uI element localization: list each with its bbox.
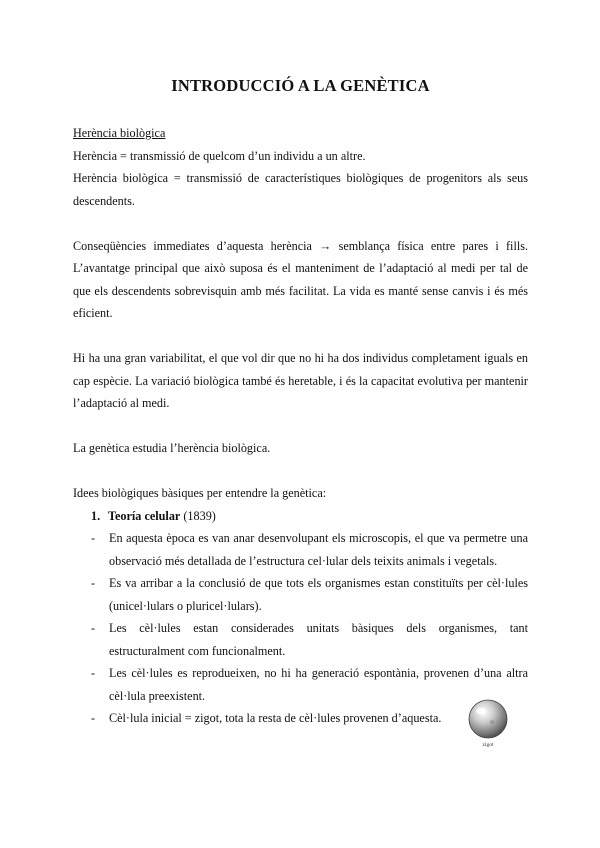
numbered-item-cell-theory	[91, 505, 528, 528]
item-year: (1839)	[180, 508, 216, 523]
zygote-cell-icon	[464, 697, 512, 741]
figure-caption: zigot	[482, 742, 494, 748]
zygote-illustration	[464, 697, 512, 753]
item-title: Teoría celular	[108, 508, 181, 523]
definition-biological-heredity: Herència biològica = transmissió de característiques biològiques de progenitors als seus descendents.	[73, 171, 528, 208]
paragraph-variability: Hi ha una gran variabilitat, el que vol dir que no hi ha dos individus completament iguals en cap espècie. La variació biològica també és heretable, i és la capacitat evolutiva per mantenir l’adaptació al medi.	[73, 351, 528, 410]
cell-theory-bullets	[73, 527, 528, 730]
ideas-intro: Idees biològiques bàsiques per entendre la genètica:	[73, 486, 327, 500]
section-heading: Herència biològica	[73, 126, 166, 140]
item-number: 1.	[91, 508, 101, 523]
list-item: - Les cèl·lules es reprodueixen, no hi ha generació espontània, provenen d’una altra cèl·lula preexistent.	[91, 666, 528, 703]
list-item: - Es va arribar a la conclusió de que tots els organismes estan constituïts per cèl·lules (unicel·lulars o pluricel·lulars).	[91, 576, 528, 613]
document-title: INTRODUCCIÓ A LA GENÈTICA	[171, 76, 430, 95]
list-item: - Cèl·lula inicial = zigot, tota la resta de cèl·lules provenen d’aquesta.	[91, 711, 442, 725]
paragraph-genetics: La genètica estudia l’herència biològica.	[73, 441, 271, 455]
paragraph-consequences: Conseqüències immediates d’aquesta herència → semblança física entre pares i fills. L’avantatge principal que això suposa és el manteniment de l’adaptació al medi per tal de que els descendents sobrevisquin amb més facilitat. La vida es manté sense canvis i és més eficient.	[73, 238, 528, 320]
list-item: - En aquesta època es van anar desenvolupant els microscopis, el que va permetre una observació més detallada de l’estructura cel·lular dels teixits animals i vegetals.	[91, 531, 528, 568]
definition-heredity: Herència = transmissió de quelcom d’un individu a un altre.	[73, 148, 366, 163]
document-body	[73, 122, 528, 730]
list-item: - Les cèl·lules estan considerades unitats bàsiques dels organismes, tant estructuralment com funcionalment.	[91, 621, 528, 658]
